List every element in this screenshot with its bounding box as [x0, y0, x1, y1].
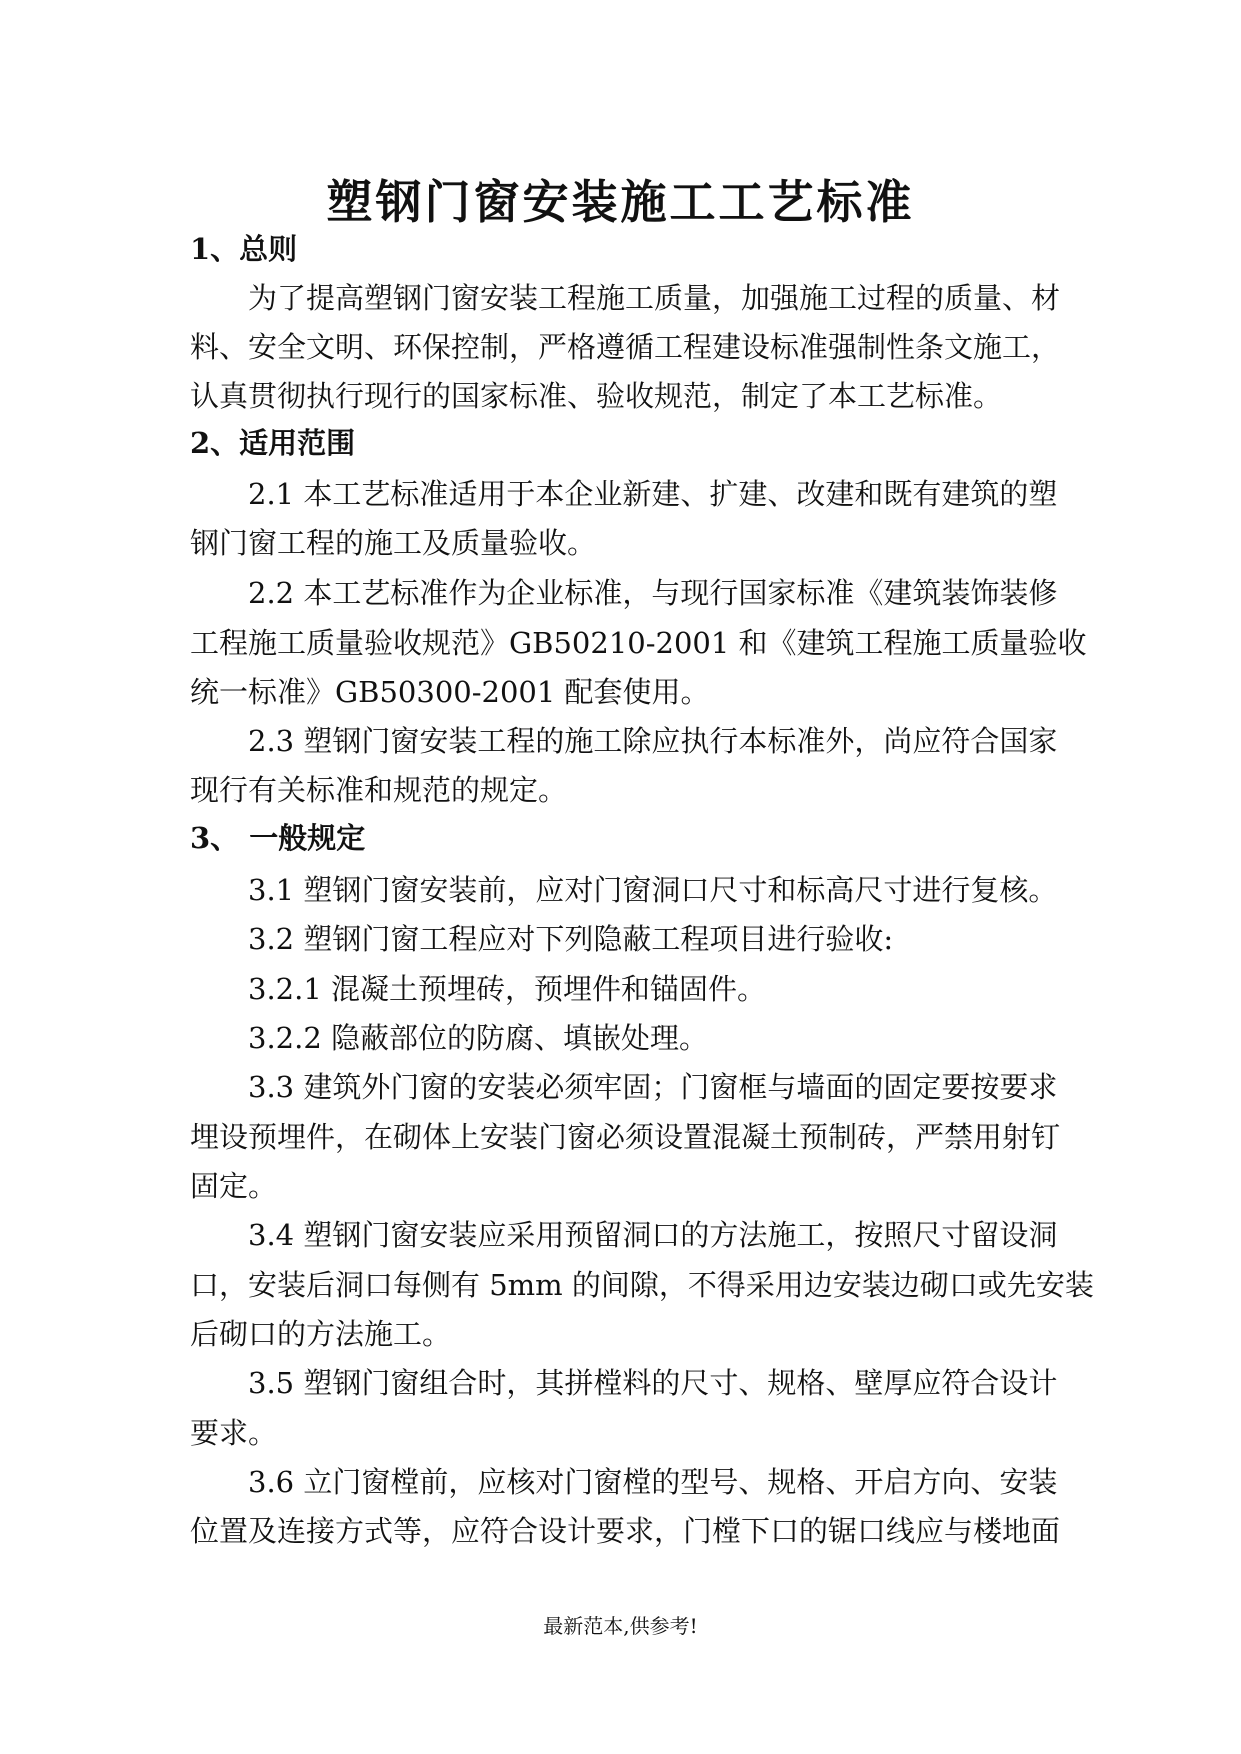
page-title: 塑钢门窗安装施工工艺标准 — [326, 175, 915, 229]
paragraph-line: 3.2.2 隐蔽部位的防腐、填嵌处理。 — [248, 1021, 709, 1055]
section-heading-1: 1、总则 — [190, 232, 298, 266]
paragraph-line: 口，安装后洞口每侧有 5mm 的间隙，不得采用边安装边砌口或先安装 — [190, 1268, 1094, 1302]
paragraph-line: 固定。 — [190, 1169, 278, 1203]
paragraph-line: 位置及连接方式等，应符合设计要求，门樘下口的锯口线应与楼地面 — [190, 1514, 1061, 1548]
paragraph-line: 后砌口的方法施工。 — [190, 1317, 452, 1351]
paragraph-line: 3.6 立门窗樘前，应核对门窗樘的型号、规格、开启方向、安装 — [248, 1465, 1058, 1499]
section-heading-3: 3、 一般规定 — [190, 821, 366, 855]
paragraph-line: 3.3 建筑外门窗的安装必须牢固；门窗框与墙面的固定要按要求 — [248, 1070, 1058, 1104]
paragraph-line: 料、安全文明、环保控制，严格遵循工程建设标准强制性条文施工， — [190, 330, 1061, 364]
paragraph-line: 为了提高塑钢门窗安装工程施工质量，加强施工过程的质量、材 — [248, 281, 1061, 315]
paragraph-line: 3.1 塑钢门窗安装前，应对门窗洞口尺寸和标高尺寸进行复核。 — [248, 873, 1058, 907]
paragraph-line: 统一标准》GB50300-2001 配套使用。 — [190, 675, 710, 709]
paragraph-line: 3.5 塑钢门窗组合时，其拼樘料的尺寸、规格、壁厚应符合设计 — [248, 1366, 1058, 1400]
paragraph-line: 3.2 塑钢门窗工程应对下列隐蔽工程项目进行验收: — [248, 922, 894, 956]
paragraph-line: 2.3 塑钢门窗安装工程的施工除应执行本标准外，尚应符合国家 — [248, 724, 1058, 758]
paragraph-line: 埋设预埋件，在砌体上安装门窗必须设置混凝土预制砖，严禁用射钉 — [190, 1120, 1061, 1154]
paragraph-line: 认真贯彻执行现行的国家标准、验收规范，制定了本工艺标准。 — [190, 379, 1003, 413]
section-heading-2: 2、适用范围 — [190, 426, 356, 460]
paragraph-line: 3.2.1 混凝土预埋砖，预埋件和锚固件。 — [248, 972, 767, 1006]
paragraph-line: 现行有关标准和规范的规定。 — [190, 773, 568, 807]
paragraph-line: 要求。 — [190, 1416, 278, 1450]
paragraph-line: 工程施工质量验收规范》GB50210-2001 和《建筑工程施工质量验收 — [190, 626, 1087, 660]
paragraph-line: 2.2 本工艺标准作为企业标准，与现行国家标准《建筑装饰装修 — [248, 576, 1058, 610]
paragraph-line: 3.4 塑钢门窗安装应采用预留洞口的方法施工，按照尺寸留设洞 — [248, 1218, 1058, 1252]
paragraph-line: 2.1 本工艺标准适用于本企业新建、扩建、改建和既有建筑的塑 — [248, 477, 1058, 511]
paragraph-line: 钢门窗工程的施工及质量验收。 — [190, 526, 597, 560]
page-footer: 最新范本,供参考! — [543, 1614, 698, 1638]
